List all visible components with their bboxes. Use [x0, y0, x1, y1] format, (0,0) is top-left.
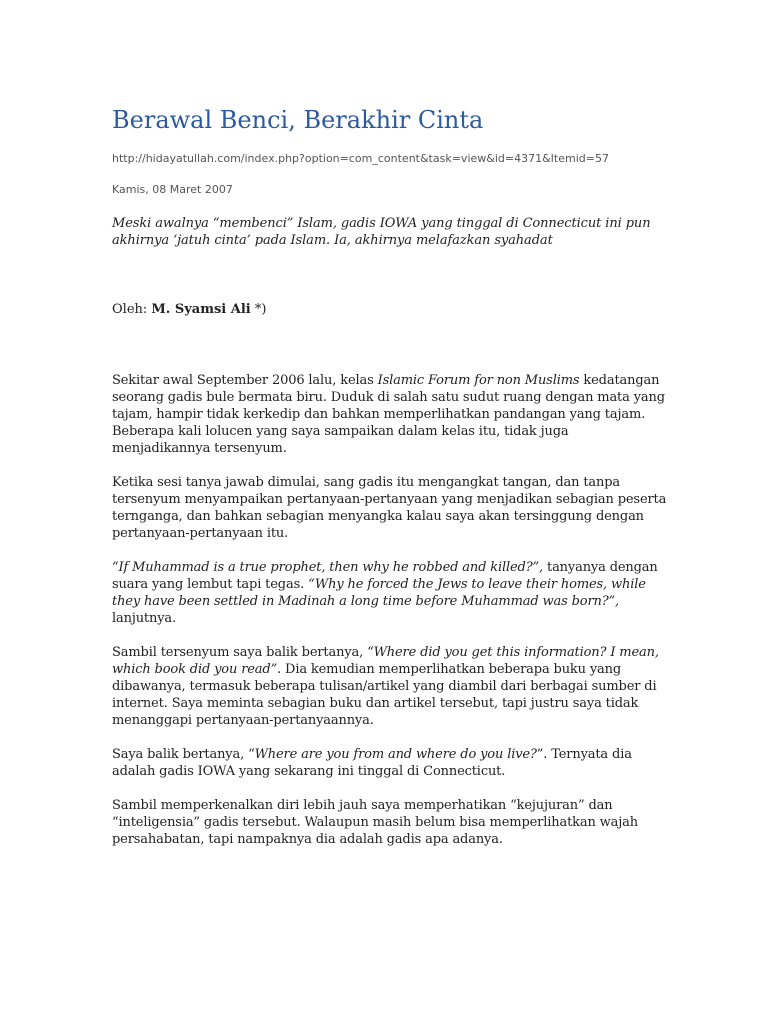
- paragraph-1: [112, 372, 668, 457]
- paragraph-text: tanyanya dengan suara yang lembut tapi tegas.: [112, 560, 658, 592]
- paragraph-emphasis: “If Muhammad is a true prophet, then why he robbed and killed?”,: [112, 560, 544, 575]
- paragraph-text: Sekitar awal September 2006 lalu, kelas: [112, 373, 378, 388]
- source-url: http://hidayatullah.com/index.php?option=com_content&task=view&id=4371&Itemid=57: [112, 152, 609, 165]
- paragraph-text: Saya balik bertanya, “: [112, 747, 255, 762]
- paragraph-text: . Dia kemudian memperlihatkan beberapa buku yang dibawanya, termasuk beberapa tulisan/artikel yang diambil dari berbagai sumber di internet. Saya meminta sebagian buku dan artikel tersebut, tapi justru saya tidak menanggapi pertanyaan-pertanyaannya.: [112, 662, 657, 728]
- paragraph-text: Sambil tersenyum saya balik bertanya, “: [112, 645, 374, 660]
- paragraph-4: [112, 644, 668, 729]
- article-title: Berawal Benci, Berakhir Cinta: [112, 106, 484, 134]
- paragraph-6: Sambil memperkenalkan diri lebih jauh saya memperhatikan “kejujuran” dan “inteligensia” gadis tersebut. Walaupun masih belum bisa memperlihatkan wajah persahabatan, tapi nampaknya dia adalah gadis apa adanya.: [112, 798, 638, 847]
- paragraph-3: [112, 559, 668, 627]
- paragraph-5: [112, 746, 668, 780]
- author-name: M. Syamsi Ali: [151, 302, 251, 317]
- author-line: [112, 302, 266, 317]
- paragraph-2: Ketika sesi tanya jawab dimulai, sang gadis itu mengangkat tangan, dan tanpa tersenyum menyampaikan pertanyaan-pertanyaan yang menjadikan sebagian peserta ternganga, dan bahkan sebagian menyangka kalau saya akan tersinggung dengan pertanyaan-pertanyaan itu.: [112, 475, 667, 541]
- paragraph-emphasis: Where are you from and where do you live?: [254, 747, 537, 762]
- paragraph-text: ”. Ternyata dia adalah gadis IOWA yang sekarang ini tinggal di Connecticut.: [112, 747, 632, 779]
- author-suffix: *): [250, 302, 267, 317]
- article-body: [112, 372, 668, 865]
- paragraph-text: lanjutnya.: [112, 611, 177, 626]
- paragraph-text: kedatangan seorang gadis bule bermata biru. Duduk di salah satu sudut ruang dengan mata yang tajam, hampir tidak kerkedip dan bahkan memperlihatkan pandangan yang tajam. Beberapa kali lolucen yang saya sampaikan dalam kelas itu, tidak juga menjadikannya tersenyum.: [112, 373, 665, 456]
- paragraph-emphasis: Islamic Forum for non Muslims: [377, 373, 580, 388]
- paragraph-emphasis: “Why he forced the Jews to leave their homes, while they have been settled in Madinah a long time before Muhammad was born?”,: [112, 577, 646, 609]
- article-lead: Meski awalnya “membenci” Islam, gadis IOWA yang tinggal di Connecticut ini pun akhirnya ‘jatuh cinta’ pada Islam. Ia, akhirnya melafazkan syahadat: [112, 216, 651, 248]
- paragraph-emphasis: Where did you get this information? I mean, which book did you read”: [112, 645, 659, 677]
- author-prefix: Oleh:: [112, 302, 152, 317]
- article-date: Kamis, 08 Maret 2007: [112, 183, 233, 196]
